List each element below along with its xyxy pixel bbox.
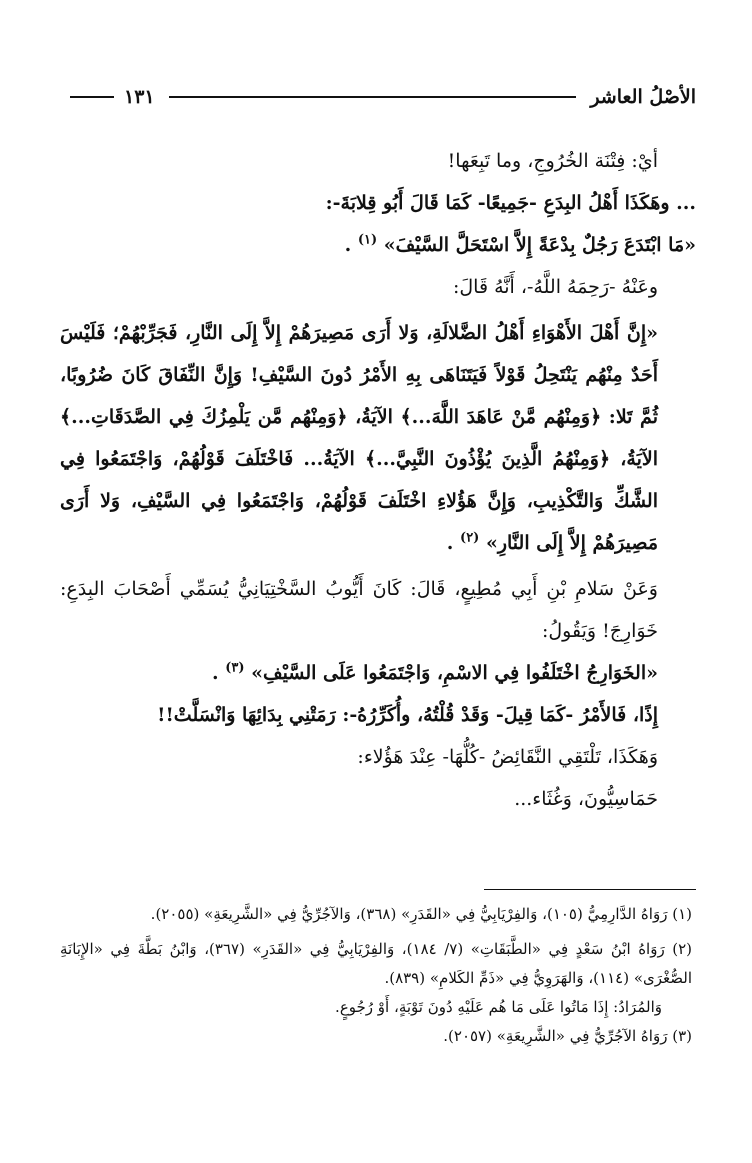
header-rule: [169, 96, 577, 98]
paragraph: وعَنْهُ -رَحِمَهُ اللَّهُ-، أَنَّهُ قَالَ:: [452, 276, 658, 298]
paragraph: إِذًا، فَالأَمْرُ -كَمَا قِيلَ- وَقَدْ قُلْتُهُ، وأُكَرِّرُهُ-: رَمَتْنِي بِدَائِهَا وَانْسَلَّتْ!!: [157, 704, 658, 726]
footnote-separator: [484, 889, 696, 890]
footnote-ref: (٣): [225, 660, 245, 676]
main-text: [60, 140, 696, 820]
footnote-note: وَالمُرَادُ: إِذَا مَاتُوا عَلَى مَا هُم عَلَيْهِ دُونَ تَوْبَةٍ، أَوْ رُجُوعٍ.: [335, 998, 662, 1016]
paragraph: أيْ: فِتْنَة الخُرُوجِ، وما تَبِعَها!: [447, 150, 658, 172]
quote-paragraph: «الخَوَارِجُ اخْتَلَفُوا فِي الاسْمِ، وَاجْتَمَعُوا عَلَى السَّيْفِ» $^{(٣)}$ .: [211, 660, 658, 684]
paragraph: وَهَكَذَا، تَلْتَقِي النَّقَائِضُ -كُلُّهَا- عِنْدَ هَؤُلاء:: [357, 746, 658, 768]
footnotes: [60, 900, 692, 1051]
footnote-ref: (٢): [460, 530, 480, 546]
paragraph: وَعَنْ سَلامِ بْنِ أَبِي مُطِيعٍ، قَالَ: كَانَ أَيُّوبُ السَّخْتِيَانِيُّ يُسَمِّي أَصْحَابَ البِدَعِ: خَوَارِجَ! وَيَقُولُ:: [60, 578, 658, 642]
paragraph: ... وهَكَذَا أَهْلُ البِدَعِ -جَمِيعًا- كَمَا قَالَ أَبُو قِلابَةَ-:: [325, 192, 696, 214]
page-number: ١٣١: [124, 86, 155, 108]
header-rule-short: [70, 96, 114, 98]
running-header: [70, 82, 696, 112]
quote-paragraph: «إِنَّ أَهْلَ الأَهْوَاءِ أَهْلُ الضَّلالَةِ، وَلا أَرَى مَصِيرَهُمْ إِلاَّ إِلَى النَّارِ، فَجَرِّبْهُمْ؛ فَلَيْسَ أَحَدٌ مِنْهُم يَنْتَحِلُ قَوْلاً فَيَتَنَاهَى بِهِ الأَمْرُ دُونَ السَّيْفِ! وَإِنَّ النِّفَاقَ كَانَ ضُرُوبًا، ثُمَّ تَلا: ﴿وَمِنْهُم مَّنْ عَاهَدَ اللَّهَ...﴾ الآيَةُ، ﴿وَمِنْهُم مَّن يَلْمِزُكَ فِي الصَّدَقَاتِ...﴾ الآيَةُ، ﴿وَمِنْهُمُ الَّذِينَ يُؤْذُونَ النَّبِيَّ...﴾ الآيَةُ... فَاخْتَلَفَ قَوْلُهُمْ، وَاجْتَمَعُوا فِي الشَّكِّ وَالتَّكْذِيبِ، وَإِنَّ هَؤُلاءِ اخْتَلَفَ قَوْلُهُمْ، وَاجْتَمَعُوا فِي السَّيْفِ، وَلا أَرَى مَصِيرَهُمْ إِلاَّ إِلَى النَّارِ» $^{(٢)}$ .: [60, 322, 658, 554]
quote-text: «إِنَّ أَهْلَ الأَهْوَاءِ أَهْلُ الضَّلالَةِ، وَلا أَرَى مَصِيرَهُمْ إِلاَّ إِلَى النَّارِ، فَجَرِّبْهُمْ؛ فَلَيْسَ أَحَدٌ مِنْهُم يَنْتَحِلُ قَوْلاً فَيَتَنَاهَى بِهِ الأَمْرُ دُونَ السَّيْفِ! وَإِنَّ النِّفَاقَ كَانَ ضُرُوبًا، ثُمَّ تَلا: ﴿وَمِنْهُم مَّنْ عَاهَدَ اللَّهَ...﴾ الآيَةُ، ﴿وَمِنْهُم مَّن يَلْمِزُكَ فِي الصَّدَقَاتِ...﴾ الآيَةُ، ﴿وَمِنْهُمُ الَّذِينَ يُؤْذُونَ النَّبِيَّ...﴾ الآيَةُ... فَاخْتَلَفَ قَوْلُهُمْ، وَاجْتَمَعُوا فِي الشَّكِّ وَالتَّكْذِيبِ، وَإِنَّ هَؤُلاءِ اخْتَلَفَ قَوْلُهُمْ، وَاجْتَمَعُوا فِي السَّيْفِ، وَلا أَرَى مَصِيرَهُمْ إِلاَّ إِلَى النَّارِ»: [60, 322, 658, 554]
footnote: (٢) رَوَاهُ ابْنُ سَعْدٍ فِي «الطَّبَقَاتِ» (٧/ ١٨٤)، وَالفِرْيَابِيُّ فِي «القَدَرِ» (٣٦٧)، وَابْنُ بَطَّةَ فِي «الإِبَانَةِ الصُّغْرَى» (١١٤)، وَالهَرَوِيُّ فِي «ذَمِّ الكَلامِ» (٨٣٩).: [60, 940, 693, 987]
chapter-title: الأصْلُ العاشر: [590, 86, 696, 108]
quote-paragraph: «مَا ابْتَدَعَ رَجُلٌ بِدْعَةً إِلاَّ اسْتَحَلَّ السَّيْفَ» $^{(١)}$ .: [344, 232, 696, 256]
footnote-ref: (١): [357, 232, 378, 248]
paragraph: حَمَاسِيُّونَ، وَغُثَاء...: [514, 788, 658, 810]
footnote: (١) رَوَاهُ الدَّارِمِيُّ (١٠٥)، وَالفِرْيَابِيُّ فِي «القَدَرِ» (٣٦٨)، وَالآجُرِّيُّ فِي «الشَّرِيعَةِ» (٢٠٥٥).: [150, 905, 692, 923]
quote-text: «مَا ابْتَدَعَ رَجُلٌ بِدْعَةً إِلاَّ اسْتَحَلَّ السَّيْفَ»: [383, 234, 696, 256]
footnote: (٣) رَوَاهُ الآجُرِّيُّ فِي «الشَّرِيعَةِ» (٢٠٥٧).: [443, 1027, 692, 1045]
quote-text: «الخَوَارِجُ اخْتَلَفُوا فِي الاسْمِ، وَاجْتَمَعُوا عَلَى السَّيْفِ»: [251, 662, 658, 684]
